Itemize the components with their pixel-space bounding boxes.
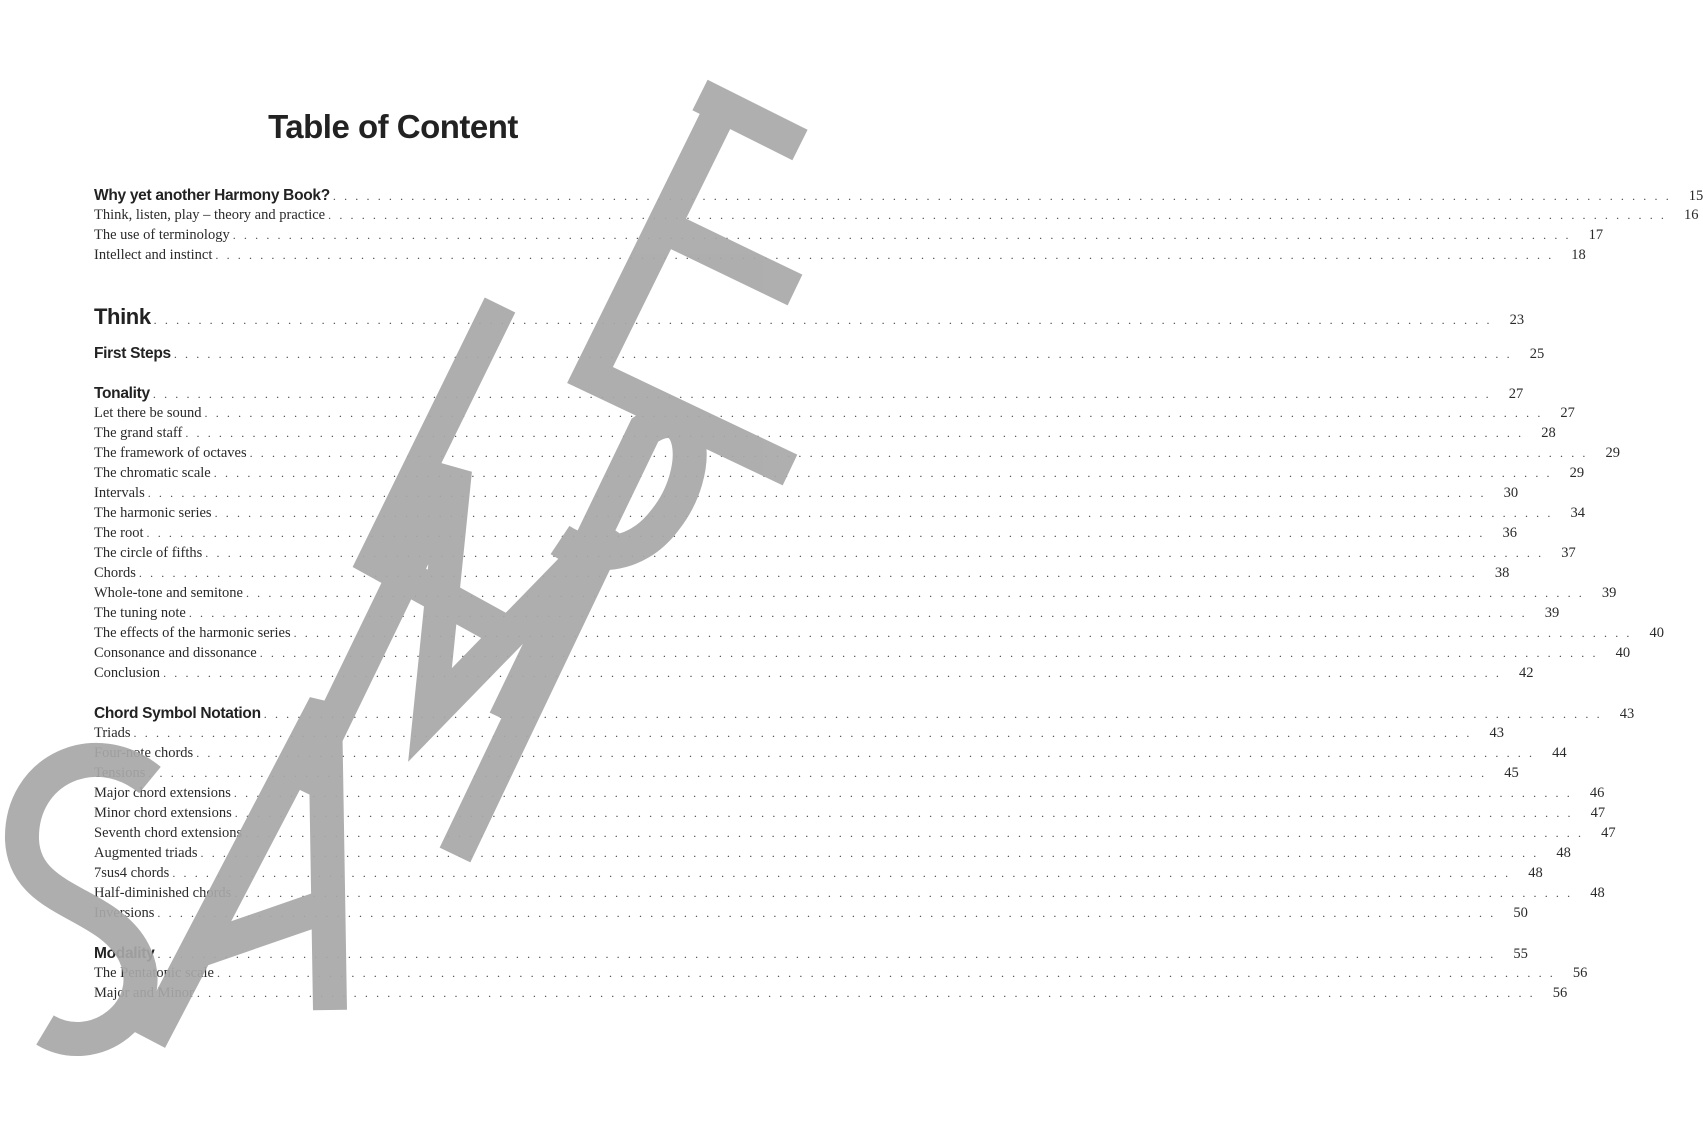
toc-page-number: 48 [1528, 865, 1543, 881]
dot-leader: . . . . . . . . . . . . . . . . . . . . . . . . . . . . . . . . . . . . . . . . . . . . . . . . . . . . . . . . . . . . . . . . . . . . . . . . . . . . . . . . . . . . . . . . . . . . . . . . . . . . . . . . . . . . . . . . . . . . . . . . [213, 466, 1553, 480]
toc-entry-label: Consonance and dissonance [94, 645, 257, 661]
toc-entry [94, 425, 1556, 445]
toc-page-number: 27 [1560, 405, 1575, 421]
toc-entry-label: Inversions [94, 905, 155, 921]
dot-leader: . . . . . . . . . . . . . . . . . . . . . . . . . . . . . . . . . . . . . . . . . . . . . . . . . . . . . . . . . . . . . . . . . . . . . . . . . . . . . . . . . . . . . . . . . . . . . . . . . . . . . . . . . . . . . . . . . . . . . . . . [152, 387, 1492, 401]
dot-leader: . . . . . . . . . . . . . . . . . . . . . . . . . . . . . . . . . . . . . . . . . . . . . . . . . . . . . . . . . . . . . . . . . . . . . . . . . . . . . . . . . . . . . . . . . . . . . . . . . . . . . . . . . . . . . . . . . . . . . . . . [153, 313, 1493, 327]
toc-page-number: 30 [1503, 485, 1519, 501]
toc-entry-label: The harmonic series [94, 505, 212, 521]
dot-leader: . . . . . . . . . . . . . . . . . . . . . . . . . . . . . . . . . . . . . . . . . . . . . . . . . . . . . . . . . . . . . . . . . . . . . . . . . . . . . . . . . . . . . . . . . . . . . . . . . . . . . . . . . . . . . . . . . . . . . . . . [172, 866, 1511, 880]
dot-leader: . . . . . . . . . . . . . . . . . . . . . . . . . . . . . . . . . . . . . . . . . . . . . . . . . . . . . . . . . . . . . . . . . . . . . . . . . . . . . . . . . . . . . . . . . . . . . . . . . . . . . . . . . . . . . . . . . . . . . . . . [214, 506, 1553, 520]
toc-entry-label: 7sus4 chords [94, 865, 170, 881]
toc-entry-label: Why yet another Harmony Book? [94, 187, 330, 204]
toc-section-heading [94, 705, 1635, 725]
toc-page-number: 48 [1590, 885, 1605, 901]
toc-entry [94, 865, 1543, 885]
toc-entry [94, 525, 1517, 545]
dot-leader: . . . . . . . . . . . . . . . . . . . . . . . . . . . . . . . . . . . . . . . . . . . . . . . . . . . . . . . . . . . . . . . . . . . . . . . . . . . . . . . . . . . . . . . . . . . . . . . . . . . . . . . . . . . . . . . . . . . . . . . . [163, 666, 1502, 680]
toc-entry-label: Major chord extensions [94, 785, 231, 801]
toc-entry [94, 585, 1617, 605]
toc-page-number: 43 [1489, 725, 1504, 741]
dot-leader: . . . . . . . . . . . . . . . . . . . . . . . . . . . . . . . . . . . . . . . . . . . . . . . . . . . . . . . . . . . . . . . . . . . . . . . . . . . . . . . . . . . . . . . . . . . . . . . . . . . . . . . . . . . . . . . . . . . . . . . . [233, 786, 1573, 800]
toc-entry [94, 207, 1699, 227]
toc-section-heading [94, 345, 1545, 365]
toc-entry-label: Whole-tone and semitone [94, 585, 243, 601]
toc-entry-label: Augmented triads [94, 845, 198, 861]
toc-entry-label: Tonality [94, 385, 150, 402]
toc-entry [94, 765, 1519, 785]
dot-leader: . . . . . . . . . . . . . . . . . . . . . . . . . . . . . . . . . . . . . . . . . . . . . . . . . . . . . . . . . . . . . . . . . . . . . . . . . . . . . . . . . . . . . . . . . . . . . . . . . . . . . . . . . . . . . . . . . . . . . . . . [196, 746, 1535, 760]
toc-entry [94, 825, 1616, 845]
page-title: Table of Content [268, 108, 518, 145]
toc-entry-label: The effects of the harmonic series [94, 625, 291, 641]
toc-page-number: 43 [1619, 706, 1635, 722]
toc-entry-label: The use of terminology [94, 227, 230, 243]
toc-section-heading [94, 945, 1528, 965]
toc-page-number: 34 [1570, 505, 1585, 521]
toc-page-number: 39 [1544, 605, 1560, 621]
dot-leader: . . . . . . . . . . . . . . . . . . . . . . . . . . . . . . . . . . . . . . . . . . . . . . . . . . . . . . . . . . . . . . . . . . . . . . . . . . . . . . . . . . . . . . . . . . . . . . . . . . . . . . . . . . . . . . . . . . . . . . . . [148, 766, 1487, 780]
toc-entry [94, 485, 1519, 505]
toc-section-heading [94, 187, 1703, 207]
dot-leader: . . . . . . . . . . . . . . . . . . . . . . . . . . . . . . . . . . . . . . . . . . . . . . . . . . . . . . . . . . . . . . . . . . . . . . . . . . . . . . . . . . . . . . . . . . . . . . . . . . . . . . . . . . . . . . . . . . . . . . . . [249, 446, 1588, 460]
dot-leader: . . . . . . . . . . . . . . . . . . . . . . . . . . . . . . . . . . . . . . . . . . . . . . . . . . . . . . . . . . . . . . . . . . . . . . . . . . . . . . . . . . . . . . . . . . . . . . . . . . . . . . . . . . . . . . . . . . . . . . . . [133, 726, 1472, 740]
dot-leader: . . . . . . . . . . . . . . . . . . . . . . . . . . . . . . . . . . . . . . . . . . . . . . . . . . . . . . . . . . . . . . . . . . . . . . . . . . . . . . . . . . . . . . . . . . . . . . . . . . . . . . . . . . . . . . . . . . . . . . . . [185, 426, 1524, 440]
toc-entry [94, 805, 1606, 825]
dot-leader: . . . . . . . . . . . . . . . . . . . . . . . . . . . . . . . . . . . . . . . . . . . . . . . . . . . . . . . . . . . . . . . . . . . . . . . . . . . . . . . . . . . . . . . . . . . . . . . . . . . . . . . . . . . . . . . . . . . . . . . . [332, 189, 1672, 203]
toc-page-number: 16 [1684, 207, 1699, 223]
toc-page-number: 44 [1552, 745, 1567, 761]
toc-page-number: 45 [1504, 765, 1519, 781]
toc-entry-label: Modality [94, 945, 155, 962]
toc-entry-label: The root [94, 525, 144, 541]
toc-entry-label: The circle of fifths [94, 545, 203, 561]
toc-entry [94, 905, 1528, 925]
toc-entry-label: The Pentatonic scale [94, 965, 214, 981]
dot-leader: . . . . . . . . . . . . . . . . . . . . . . . . . . . . . . . . . . . . . . . . . . . . . . . . . . . . . . . . . . . . . . . . . . . . . . . . . . . . . . . . . . . . . . . . . . . . . . . . . . . . . . . . . . . . . . . . . . . . . . . . [173, 347, 1513, 361]
toc-entry [94, 885, 1605, 905]
toc-page-number: 37 [1561, 545, 1576, 561]
dot-leader: . . . . . . . . . . . . . . . . . . . . . . . . . . . . . . . . . . . . . . . . . . . . . . . . . . . . . . . . . . . . . . . . . . . . . . . . . . . . . . . . . . . . . . . . . . . . . . . . . . . . . . . . . . . . . . . . . . . . . . . . [138, 566, 1478, 580]
dot-leader: . . . . . . . . . . . . . . . . . . . . . . . . . . . . . . . . . . . . . . . . . . . . . . . . . . . . . . . . . . . . . . . . . . . . . . . . . . . . . . . . . . . . . . . . . . . . . . . . . . . . . . . . . . . . . . . . . . . . . . . . [196, 986, 1536, 1000]
toc-page-number: 56 [1552, 985, 1568, 1001]
dot-leader: . . . . . . . . . . . . . . . . . . . . . . . . . . . . . . . . . . . . . . . . . . . . . . . . . . . . . . . . . . . . . . . . . . . . . . . . . . . . . . . . . . . . . . . . . . . . . . . . . . . . . . . . . . . . . . . . . . . . . . . . [245, 826, 1584, 840]
toc-page-number: 36 [1502, 525, 1517, 541]
toc-entry [94, 985, 1568, 1005]
toc-entry-label: Think [94, 304, 151, 329]
toc-page-number: 18 [1571, 247, 1586, 263]
toc-entry [94, 625, 1665, 645]
dot-leader: . . . . . . . . . . . . . . . . . . . . . . . . . . . . . . . . . . . . . . . . . . . . . . . . . . . . . . . . . . . . . . . . . . . . . . . . . . . . . . . . . . . . . . . . . . . . . . . . . . . . . . . . . . . . . . . . . . . . . . . . [234, 806, 1574, 820]
toc-page-number: 48 [1556, 845, 1571, 861]
toc-page-number: 17 [1588, 227, 1604, 243]
toc-entry-label: Intellect and instinct [94, 247, 213, 263]
dot-leader: . . . . . . . . . . . . . . . . . . . . . . . . . . . . . . . . . . . . . . . . . . . . . . . . . . . . . . . . . . . . . . . . . . . . . . . . . . . . . . . . . . . . . . . . . . . . . . . . . . . . . . . . . . . . . . . . . . . . . . . . [200, 846, 1539, 860]
dot-leader: . . . . . . . . . . . . . . . . . . . . . . . . . . . . . . . . . . . . . . . . . . . . . . . . . . . . . . . . . . . . . . . . . . . . . . . . . . . . . . . . . . . . . . . . . . . . . . . . . . . . . . . . . . . . . . . . . . . . . . . . [245, 586, 1585, 600]
toc-entry-label: The grand staff [94, 425, 183, 441]
dot-leader: . . . . . . . . . . . . . . . . . . . . . . . . . . . . . . . . . . . . . . . . . . . . . . . . . . . . . . . . . . . . . . . . . . . . . . . . . . . . . . . . . . . . . . . . . . . . . . . . . . . . . . . . . . . . . . . . . . . . . . . . [259, 646, 1599, 660]
dot-leader: . . . . . . . . . . . . . . . . . . . . . . . . . . . . . . . . . . . . . . . . . . . . . . . . . . . . . . . . . . . . . . . . . . . . . . . . . . . . . . . . . . . . . . . . . . . . . . . . . . . . . . . . . . . . . . . . . . . . . . . . [216, 966, 1556, 980]
toc-page-number: 42 [1518, 665, 1534, 681]
toc-page-number: 40 [1649, 625, 1665, 641]
toc-entry [94, 745, 1567, 765]
toc-entry [94, 465, 1585, 485]
toc-page-number: 40 [1615, 645, 1631, 661]
toc-entry [94, 405, 1575, 425]
toc-entry [94, 565, 1510, 585]
toc-page-number: 15 [1688, 188, 1703, 204]
toc-entry [94, 645, 1631, 665]
toc-page-number: 50 [1513, 905, 1528, 921]
toc-entry-label: Half-diminished chords [94, 885, 232, 901]
toc-entry-label: Conclusion [94, 665, 161, 681]
dot-leader: . . . . . . . . . . . . . . . . . . . . . . . . . . . . . . . . . . . . . . . . . . . . . . . . . . . . . . . . . . . . . . . . . . . . . . . . . . . . . . . . . . . . . . . . . . . . . . . . . . . . . . . . . . . . . . . . . . . . . . . . [215, 248, 1554, 262]
toc-entry-label: Intervals [94, 485, 145, 501]
toc-entry-label: Four-note chords [94, 745, 194, 761]
dot-leader: . . . . . . . . . . . . . . . . . . . . . . . . . . . . . . . . . . . . . . . . . . . . . . . . . . . . . . . . . . . . . . . . . . . . . . . . . . . . . . . . . . . . . . . . . . . . . . . . . . . . . . . . . . . . . . . . . . . . . . . . [263, 707, 1603, 721]
toc-part-heading [94, 304, 1525, 329]
dot-leader: . . . . . . . . . . . . . . . . . . . . . . . . . . . . . . . . . . . . . . . . . . . . . . . . . . . . . . . . . . . . . . . . . . . . . . . . . . . . . . . . . . . . . . . . . . . . . . . . . . . . . . . . . . . . . . . . . . . . . . . . [328, 208, 1667, 222]
toc-page-number: 38 [1494, 565, 1510, 581]
dot-leader: . . . . . . . . . . . . . . . . . . . . . . . . . . . . . . . . . . . . . . . . . . . . . . . . . . . . . . . . . . . . . . . . . . . . . . . . . . . . . . . . . . . . . . . . . . . . . . . . . . . . . . . . . . . . . . . . . . . . . . . . [234, 886, 1573, 900]
toc-entry-label: The tuning note [94, 605, 186, 621]
toc-page-number: 39 [1601, 585, 1617, 601]
dot-leader: . . . . . . . . . . . . . . . . . . . . . . . . . . . . . . . . . . . . . . . . . . . . . . . . . . . . . . . . . . . . . . . . . . . . . . . . . . . . . . . . . . . . . . . . . . . . . . . . . . . . . . . . . . . . . . . . . . . . . . . . [157, 947, 1496, 961]
toc-entry [94, 785, 1605, 805]
toc-entry [94, 965, 1588, 985]
toc-entry [94, 227, 1604, 247]
toc-page-number: 27 [1508, 386, 1524, 402]
toc-entry-label: Triads [94, 725, 131, 741]
toc-page-number: 56 [1572, 965, 1588, 981]
toc-entry-label: First Steps [94, 345, 171, 362]
dot-leader: . . . . . . . . . . . . . . . . . . . . . . . . . . . . . . . . . . . . . . . . . . . . . . . . . . . . . . . . . . . . . . . . . . . . . . . . . . . . . . . . . . . . . . . . . . . . . . . . . . . . . . . . . . . . . . . . . . . . . . . . [232, 228, 1572, 242]
toc-entry [94, 665, 1534, 685]
toc-entry [94, 725, 1504, 745]
toc-entry-label: Seventh chord extensions [94, 825, 243, 841]
toc-entry-label: Let there be sound [94, 405, 202, 421]
toc-entry-label: Think, listen, play – theory and practice [94, 207, 326, 223]
toc-page-number: 29 [1605, 445, 1620, 461]
toc-entry-label: Chord Symbol Notation [94, 705, 261, 722]
toc-entry-label: Tensions [94, 765, 146, 781]
toc-section-heading [94, 385, 1524, 405]
dot-leader: . . . . . . . . . . . . . . . . . . . . . . . . . . . . . . . . . . . . . . . . . . . . . . . . . . . . . . . . . . . . . . . . . . . . . . . . . . . . . . . . . . . . . . . . . . . . . . . . . . . . . . . . . . . . . . . . . . . . . . . . [204, 406, 1543, 420]
toc-page-number: 28 [1541, 425, 1556, 441]
toc-entry [94, 845, 1571, 865]
toc-entry-label: Chords [94, 565, 136, 581]
toc-entry-label: Major and Minor [94, 985, 194, 1001]
toc-page-number: 47 [1601, 825, 1616, 841]
toc-entry [94, 505, 1585, 525]
dot-leader: . . . . . . . . . . . . . . . . . . . . . . . . . . . . . . . . . . . . . . . . . . . . . . . . . . . . . . . . . . . . . . . . . . . . . . . . . . . . . . . . . . . . . . . . . . . . . . . . . . . . . . . . . . . . . . . . . . . . . . . . [188, 606, 1528, 620]
toc-page-number: 55 [1513, 946, 1528, 962]
dot-leader: . . . . . . . . . . . . . . . . . . . . . . . . . . . . . . . . . . . . . . . . . . . . . . . . . . . . . . . . . . . . . . . . . . . . . . . . . . . . . . . . . . . . . . . . . . . . . . . . . . . . . . . . . . . . . . . . . . . . . . . . [147, 486, 1487, 500]
dot-leader: . . . . . . . . . . . . . . . . . . . . . . . . . . . . . . . . . . . . . . . . . . . . . . . . . . . . . . . . . . . . . . . . . . . . . . . . . . . . . . . . . . . . . . . . . . . . . . . . . . . . . . . . . . . . . . . . . . . . . . . . [146, 526, 1485, 540]
toc-page-number: 47 [1590, 805, 1606, 821]
toc-entry [94, 445, 1620, 465]
toc-entry-label: The framework of octaves [94, 445, 247, 461]
dot-leader: . . . . . . . . . . . . . . . . . . . . . . . . . . . . . . . . . . . . . . . . . . . . . . . . . . . . . . . . . . . . . . . . . . . . . . . . . . . . . . . . . . . . . . . . . . . . . . . . . . . . . . . . . . . . . . . . . . . . . . . . [293, 626, 1633, 640]
toc-entry-label: Minor chord extensions [94, 805, 232, 821]
toc-entry-label: The chromatic scale [94, 465, 211, 481]
toc-page-number: 29 [1569, 465, 1585, 481]
toc-page-number: 46 [1589, 785, 1605, 801]
toc-entry [94, 247, 1586, 267]
toc-entry [94, 545, 1576, 565]
dot-leader: . . . . . . . . . . . . . . . . . . . . . . . . . . . . . . . . . . . . . . . . . . . . . . . . . . . . . . . . . . . . . . . . . . . . . . . . . . . . . . . . . . . . . . . . . . . . . . . . . . . . . . . . . . . . . . . . . . . . . . . . [205, 546, 1544, 560]
toc-page-number: 25 [1529, 346, 1545, 362]
toc-page-number: 23 [1509, 312, 1525, 328]
dot-leader: . . . . . . . . . . . . . . . . . . . . . . . . . . . . . . . . . . . . . . . . . . . . . . . . . . . . . . . . . . . . . . . . . . . . . . . . . . . . . . . . . . . . . . . . . . . . . . . . . . . . . . . . . . . . . . . . . . . . . . . . [157, 906, 1496, 920]
toc-entry [94, 605, 1560, 625]
